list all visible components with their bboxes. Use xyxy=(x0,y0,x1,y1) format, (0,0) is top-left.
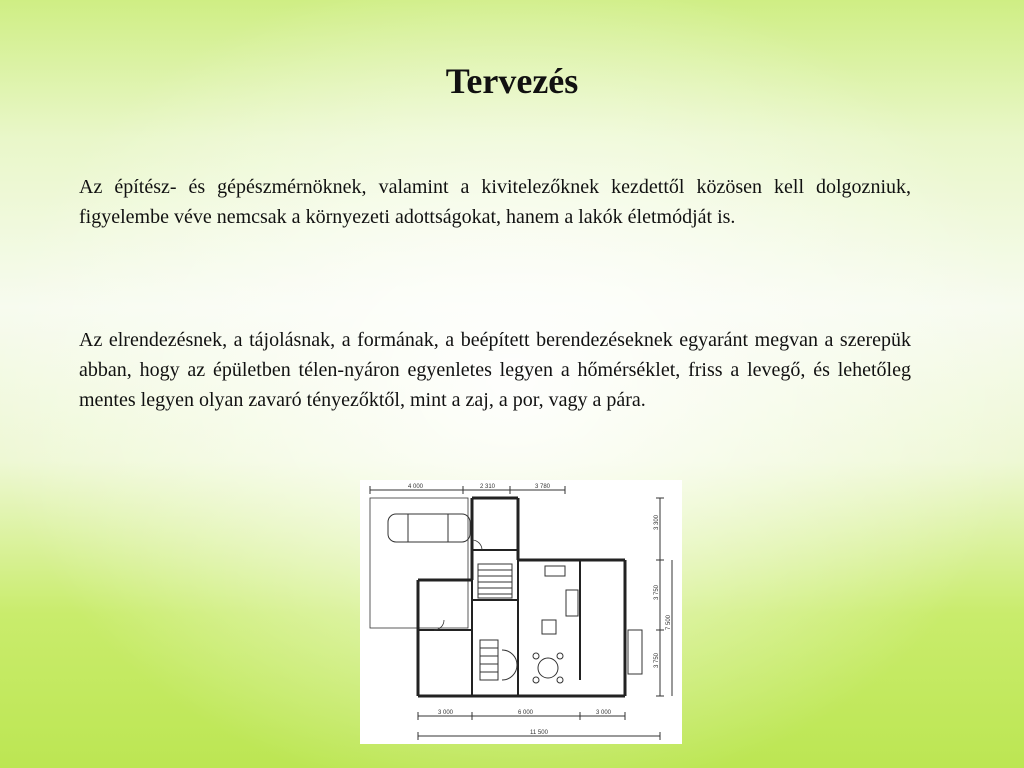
dim-top-2: 2 310 xyxy=(480,484,496,490)
dim-bottom-2: 6 000 xyxy=(518,710,534,716)
exterior-walls xyxy=(418,498,625,696)
car-shape xyxy=(388,514,470,542)
floor-plan-svg xyxy=(360,480,682,744)
dim-bottom-1: 3 000 xyxy=(438,710,454,716)
paragraph-collaboration: Az építész- és gépészmérnöknek, valamint a kivitelezőknek kezdettől közösen kell dolgozniuk, figyelembe véve nemcsak a környezeti adottságokat, hanem a lakók életmódját is. xyxy=(79,176,911,228)
paragraph-layout: Az elrendezésnek, a tájolásnak, a formának, a beépített berendezéseknek egyaránt megvan a szerepük abban, hogy az épületben télen-nyáron egyenletes legyen a hőmérséklet, friss a levegő, és lehetőleg mentes legyen olyan zavaró tényezőktől, mint a zaj, a por, vagy a pára. xyxy=(79,329,911,411)
dim-top-1: 4 000 xyxy=(408,484,424,490)
armchair xyxy=(542,620,556,634)
dim-bottom-3: 3 000 xyxy=(596,710,612,716)
dim-top-3: 3 780 xyxy=(535,484,551,490)
dim-total: 11 500 xyxy=(530,730,548,736)
terrace-rail xyxy=(628,630,642,674)
dim-right-total: 7 500 xyxy=(666,614,672,630)
slide-title: Tervezés xyxy=(445,61,579,101)
sofa xyxy=(566,590,578,616)
dim-right-2: 3 750 xyxy=(654,584,660,600)
fireplace xyxy=(545,566,565,576)
staircase xyxy=(478,564,512,680)
dining-table xyxy=(538,658,558,678)
spiral-detail xyxy=(502,650,517,680)
floor-plan-drawing xyxy=(360,480,682,744)
dim-right-3: 3 750 xyxy=(654,652,660,668)
dim-right-1: 3 300 xyxy=(654,514,660,530)
